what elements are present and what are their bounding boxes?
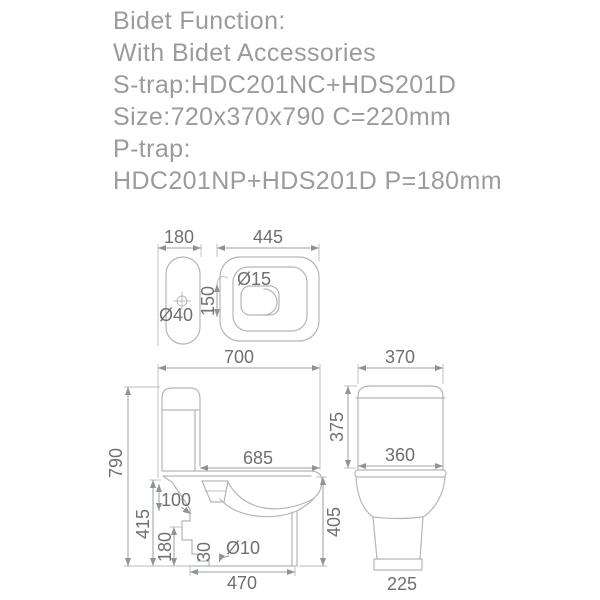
- dim-outlet-height: 180: [155, 531, 175, 563]
- dim-base-width: 225: [386, 574, 418, 594]
- dim-hinge-spacing: 150: [198, 285, 218, 317]
- dim-hinge-hole: Ø15: [236, 269, 272, 289]
- side-view-drawing: [106, 347, 344, 593]
- dim-base-length: 470: [226, 573, 258, 593]
- dim-total-height: 790: [106, 447, 126, 479]
- seat-front-outline: [355, 470, 446, 477]
- dim-tank-depth: 180: [163, 227, 195, 247]
- dim-tank-height: 375: [327, 411, 347, 443]
- bowl-opening-arc: [264, 289, 277, 315]
- tank-top-outline: [166, 257, 200, 344]
- dim-inlet-hole: Ø40: [158, 305, 194, 325]
- spec-line-accessories: With Bidet Accessories: [113, 39, 377, 67]
- top-view-drawing: [158, 227, 319, 346]
- dim-tank-width: 360: [384, 445, 416, 465]
- dim-front-height: 405: [324, 506, 344, 538]
- dim-step: 30: [194, 541, 214, 563]
- dim-seat-height: 415: [133, 508, 153, 540]
- spec-line-s-trap: S-trap:HDC201NC+HDS201D: [113, 71, 457, 99]
- spec-line-bidet-function: Bidet Function:: [113, 7, 286, 35]
- dim-back-offset: 100: [160, 490, 192, 510]
- spec-line-size: Size:720x370x790 C=220mm: [113, 103, 452, 131]
- dim-width: 370: [384, 347, 416, 367]
- dim-seat-length: 445: [252, 227, 284, 247]
- pedestal-base-outline: [374, 559, 422, 570]
- spec-line-p-trap: P-trap:: [113, 135, 191, 163]
- dim-bowl-projection: 685: [242, 448, 274, 468]
- dim-total-length: 700: [223, 347, 255, 367]
- dim-fixing-hole: Ø10: [225, 538, 261, 558]
- spec-line-p-trap-code: HDC201NP+HDS201D P=180mm: [113, 167, 502, 195]
- front-view-drawing: [327, 347, 446, 594]
